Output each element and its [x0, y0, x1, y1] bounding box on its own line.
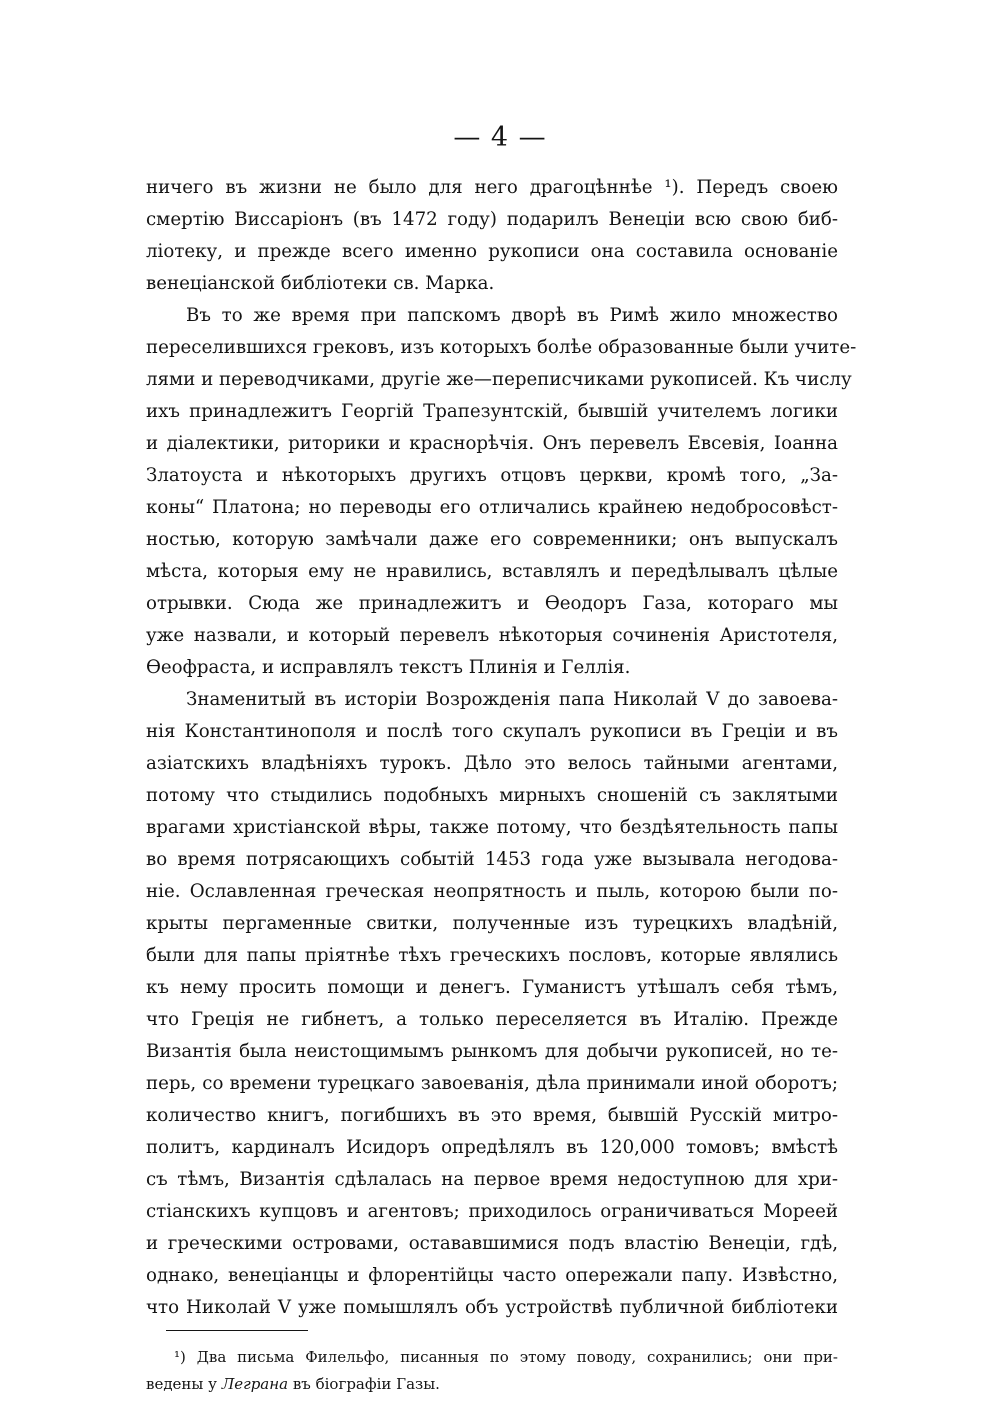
text-line: однако, венеціанцы и флорентійцы часто опережали папу. Извѣстно,: [146, 1265, 838, 1286]
text-line: что Греція не гибнетъ, а только переселяется въ Италію. Прежде: [146, 1009, 838, 1030]
text-line: Златоуста и нѣкоторыхъ другихъ отцовъ церкви, кромѣ того, „За-: [146, 465, 838, 486]
text-line: были для папы пріятнѣе тѣхъ греческихъ пословъ, которые являлись: [146, 945, 838, 966]
footnote-line: ¹) Два письма Филельфо, писанныя по этому поводу, сохранились; они при-: [174, 1348, 838, 1366]
text-line: мѣста, которыя ему не нравились, вставлялъ и передѣлывалъ цѣлые: [146, 561, 838, 582]
text-line: перь, со времени турецкаго завоеванія, дѣла принимали иной оборотъ;: [146, 1073, 838, 1094]
text-line: уже назвали, и который перевелъ нѣкоторыя сочиненія Аристотеля,: [146, 625, 838, 646]
text-line: съ тѣмъ, Византія сдѣлалась на первое время недоступною для хри-: [146, 1169, 838, 1190]
text-line: ностью, которую замѣчали даже его современники; онъ выпускалъ: [146, 529, 838, 550]
text-line: и греческими островами, остававшимися подъ властію Венеціи, гдѣ,: [146, 1233, 838, 1254]
text-line: Византія была неистощимымъ рынкомъ для добычи рукописей, но те-: [146, 1041, 838, 1062]
text-line: лями и переводчиками, другіе же—переписчиками рукописей. Къ числу: [146, 369, 852, 390]
text-line: Ѳеофраста, и исправлялъ текстъ Плинія и Геллія.: [146, 657, 631, 678]
text-line: стіанскихъ купцовъ и агентовъ; приходилось ограничиваться Мореей: [146, 1201, 838, 1222]
page-number: — 4 —: [453, 122, 547, 153]
paragraph-start-line: Въ то же время при папскомъ дворѣ въ Римѣ жило множество: [186, 305, 838, 326]
text-line: ихъ принадлежитъ Георгій Трапезунтскій, бывшій учителемъ логики: [146, 401, 838, 422]
text-line: количество книгъ, погибшихъ въ это время, бывшій Русскій митро-: [146, 1105, 838, 1126]
text-line: политъ, кардиналъ Исидоръ опредѣлялъ въ 120,000 томовъ; вмѣстѣ: [146, 1137, 838, 1158]
text-line: венеціанской библіотеки св. Марка.: [146, 273, 495, 294]
text-line: врагами христіанской вѣры, также потому, что бездѣятельность папы: [146, 817, 838, 838]
text-line: переселившихся грековъ, изъ которыхъ болѣе образованные были учите-: [146, 337, 857, 358]
text-line: что Николай V уже помышлялъ объ устройствѣ публичной библіотеки: [146, 1297, 838, 1318]
footnote-text: въ біографіи Газы.: [288, 1375, 440, 1393]
text-line: ничего въ жизни не было для него драгоцѣннѣе ¹). Передъ своею: [146, 177, 838, 198]
footnote-line: [146, 1371, 838, 1398]
footnote-author: Леграна: [221, 1375, 289, 1393]
text-line: ліотеку, и прежде всего именно рукописи она составила основаніе: [146, 241, 838, 262]
paragraph-start-line: Знаменитый въ исторіи Возрожденія папа Николай V до завоева-: [186, 689, 838, 710]
text-line: коны“ Платона; но переводы его отличались крайнею недобросовѣст-: [146, 497, 838, 518]
text-line: нія Константинополя и послѣ того скупалъ рукописи въ Греціи и въ: [146, 721, 838, 742]
text-line: отрывки. Сюда же принадлежитъ и Ѳеодоръ Газа, котораго мы: [146, 593, 838, 614]
text-line: крыты пергаменные свитки, полученные изъ турецкихъ владѣній,: [146, 913, 838, 934]
text-line: къ нему просить помощи и денегъ. Гуманистъ утѣшалъ себя тѣмъ,: [146, 977, 838, 998]
text-line: и діалектики, риторики и краснорѣчія. Онъ перевелъ Евсевія, Іоанна: [146, 433, 838, 454]
footnote-text: ведены у: [146, 1375, 222, 1393]
footnote-divider: [166, 1330, 308, 1331]
text-line: потому что стыдились подобныхъ мирныхъ сношеній съ заклятыми: [146, 785, 838, 806]
text-line: азіатскихъ владѣніяхъ турокъ. Дѣло это велось тайными агентами,: [146, 753, 838, 774]
text-line: ніе. Ославленная греческая неопрятность и пыль, которою были по-: [146, 881, 838, 902]
text-line: во время потрясающихъ событій 1453 года уже вызывала негодова-: [146, 849, 838, 870]
text-line: смертію Виссаріонъ (въ 1472 году) подарилъ Венеціи всю свою биб-: [146, 209, 838, 230]
